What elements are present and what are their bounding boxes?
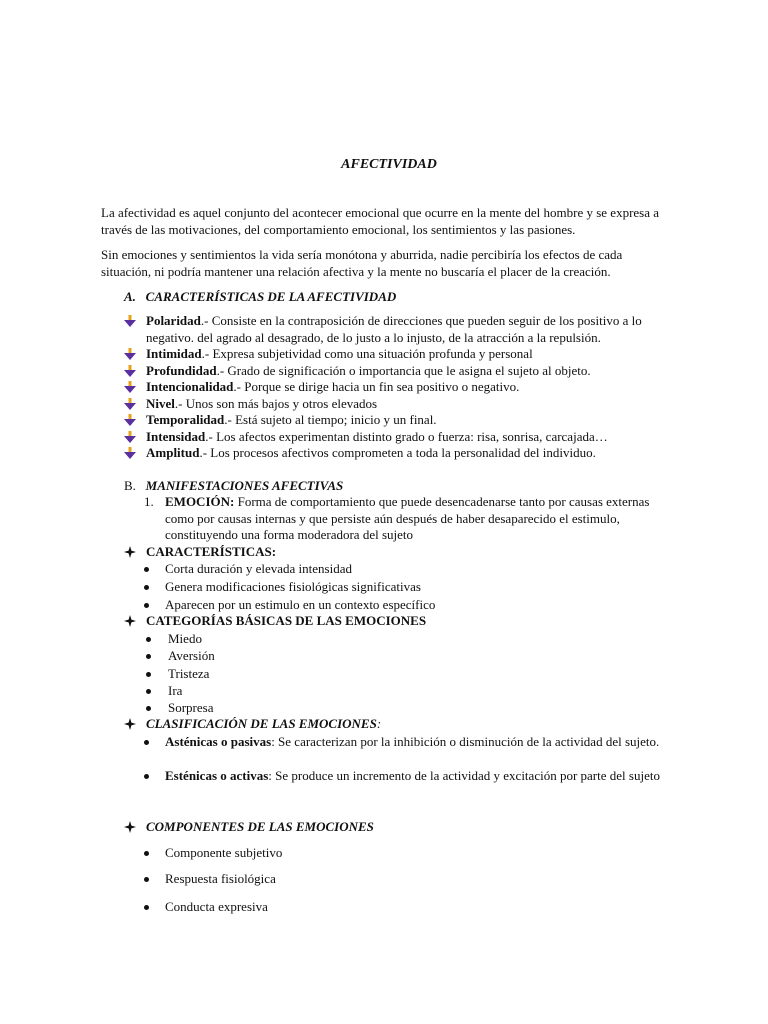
item-term: Profundidad [146, 362, 217, 378]
bullet-dot-icon [144, 603, 149, 608]
item-desc: Forma de comportamiento que puede desencadenarse tanto por causas externas como por causas internas y que persiste aún después de haber desaparecido el estimulo, constituyendo una forma moderadora del sujeto [165, 494, 650, 542]
intro-paragraph-2: Sin emociones y sentimientos la vida sería monótona y aburrida, nadie percibiría los efectos de cada situación, ni podría mantener una relación afectiva y la mente no buscaría el placer de la creación. [101, 247, 623, 279]
list-item [124, 396, 674, 413]
bullet-dot-icon [146, 706, 151, 711]
bullet-dot-icon [144, 774, 149, 779]
item-desc: .- Los procesos afectivos comprometen a toda la personalidad del individuo. [199, 445, 596, 460]
arrow-down-icon [124, 398, 136, 410]
categorias-heading: CATEGORÍAS BÁSICAS DE LAS EMOCIONES [124, 613, 426, 630]
bullet-dot-icon [144, 567, 149, 572]
arrow-down-icon [124, 315, 136, 327]
arrow-down-icon [124, 348, 136, 360]
item-term: Amplitud [146, 445, 200, 460]
item-desc: .- Grado de significación o importancia que le asigna el sujeto al objeto. [216, 362, 591, 378]
diamond-bullet-icon [124, 546, 136, 558]
item-desc: .- Unos son más bajos y otros elevados [174, 395, 378, 411]
section-a-heading [124, 289, 396, 306]
section-a-title: CARACTERÍSTICAS DE LA AFECTIVIDAD [145, 289, 397, 304]
bullet-dot-icon [146, 637, 151, 642]
item-term: Esténicas o activas [165, 768, 269, 783]
arrow-down-icon [124, 431, 136, 443]
list-item [124, 363, 674, 380]
arrow-down-icon [124, 414, 136, 426]
caracteristicas-heading: CARACTERÍSTICAS: [124, 544, 276, 561]
item-term: Temporalidad [146, 412, 225, 427]
item-term: Polaridad [146, 313, 201, 328]
clasificacion-heading: CLASIFICACIÓN DE LAS EMOCIONES: [124, 716, 381, 733]
item-desc: : Se produce un incremento de la actividad y excitación por parte del sujeto [268, 768, 660, 783]
afectividad-characteristics-list [124, 313, 674, 462]
document-page: AFECTIVIDAD La afectividad es aquel conjunto del acontecer emocional que ocurre en la mente del hombre y se expresa a través de las motivaciones, del comportamiento emocional, los sentimientos y las pasiones. Sin emociones y sentimientos la vida sería monótona y aburrida, nadie percibiría los efectos de cada situación, ni podría mantener una relación afectiva y la mente no buscaría el placer de la creación. A. CARACTERÍSTICAS DE LA AFECTIVIDAD Polaridad.- Consiste en la contraposición de direcciones que pueden seguir de los positivo a lo negativo. del agrado al desagrado, de lo justo a lo injusto, de la atracción a la repulsión. Intimidad.- Expresa subjetividad como una situación profunda y personal Profundidad.- Grado de significación o importancia que le asigna el sujeto al objeto. Intencionalidad.- Porque se dirige hacia un fin sea positivo o negativo. Nivel.- Unos son más bajos y otros elevados Temporalidad.- Está sujeto al tiempo; inicio y un final. Intensidad.- Los afectos experimentan distinto grado o fuerza: risa, sonrisa, carcajada… Amplitud.- Los procesos afectivos comprometen a toda la personalidad del individuo. B. MANIFESTACIONES AFECTIVAS 1. EMOCIÓN: Forma de comportamiento que puede desencadenarse tanto por causas externas como por causas internas y que persiste aún después de haber desaparecido el estimulo, constituyendo una forma moderadora del sujeto CARACTERÍSTICAS: Corta duración y elevada intensidad Genera modificaciones fisiológicas significativas Aparecen por un estimulo en un contexto específico CATEGORÍAS BÁSICAS DE LAS EMOCIONES Miedo Aversión Tristeza Ira Sorpresa CLASIFICACIÓN DE LAS EMOCIONES: Asténicas o pasivas: Se caracterizan por la inhibición o disminución de la actividad del sujeto. Esténicas o activas: Se produce un incremento de la actividad y excitación por parte del sujeto COMPONENTES DE LAS EMOCIONES Componente subjetivo Respuesta fisiológica Conducta expresiva [0, 0, 768, 1024]
list-item [124, 379, 674, 396]
list-item [124, 445, 674, 462]
section-a-marker: A. [124, 289, 136, 304]
item-term: Intencionalidad [146, 379, 234, 394]
item-term: Asténicas o pasivas [165, 734, 272, 749]
item-desc: .- Consiste en la contraposición de direcciones que pueden seguir de los positivo a lo negativo. del agrado al desagrado, de lo justo a lo injusto, de la atracción a la repulsión. [146, 313, 642, 345]
item-term: Intimidad [146, 346, 202, 361]
document-title: AFECTIVIDAD [341, 157, 437, 172]
arrow-down-icon [124, 365, 136, 377]
componentes-heading: COMPONENTES DE LAS EMOCIONES [124, 819, 374, 836]
item-term: EMOCIÓN: [165, 494, 235, 509]
bullet-dot-icon [144, 877, 149, 882]
emocion-item [144, 494, 664, 544]
bullet-dot-icon [144, 851, 149, 856]
item-desc: .- Está sujeto al tiempo; inicio y un final. [224, 412, 437, 427]
bullet-dot-icon [146, 689, 151, 694]
arrow-down-icon [124, 381, 136, 393]
intro-paragraph-1: La afectividad es aquel conjunto del acontecer emocional que ocurre en la mente del hombre y se expresa a través de las motivaciones, del comportamiento emocional, los sentimientos y las pasiones. [101, 205, 660, 237]
item-desc: : Se caracterizan por la inhibición o disminución de la actividad del sujeto. [271, 734, 660, 749]
list-item [124, 429, 674, 446]
list-item [124, 313, 674, 346]
item-number: 1. [144, 494, 154, 509]
diamond-bullet-icon [124, 615, 136, 627]
item-term: Nivel [146, 395, 175, 411]
bullet-dot-icon [146, 654, 151, 659]
bullet-dot-icon [144, 905, 149, 910]
item-desc: .- Porque se dirige hacia un fin sea positivo o negativo. [233, 379, 520, 394]
item-term: Intensidad [146, 428, 206, 444]
bullet-dot-icon [144, 585, 149, 590]
diamond-bullet-icon [124, 821, 136, 833]
arrow-down-icon [124, 447, 136, 459]
list-item [124, 412, 674, 429]
section-b-title: MANIFESTACIONES AFECTIVAS [145, 478, 344, 493]
diamond-bullet-icon [124, 718, 136, 730]
bullet-dot-icon [146, 672, 151, 677]
bullet-dot-icon [144, 740, 149, 745]
list-item [124, 346, 674, 363]
section-b-heading [124, 478, 343, 495]
section-b-marker: B. [124, 478, 136, 493]
item-desc: .- Expresa subjetividad como una situación profunda y personal [201, 346, 533, 361]
item-desc: .- Los afectos experimentan distinto grado o fuerza: risa, sonrisa, carcajada… [205, 428, 608, 444]
